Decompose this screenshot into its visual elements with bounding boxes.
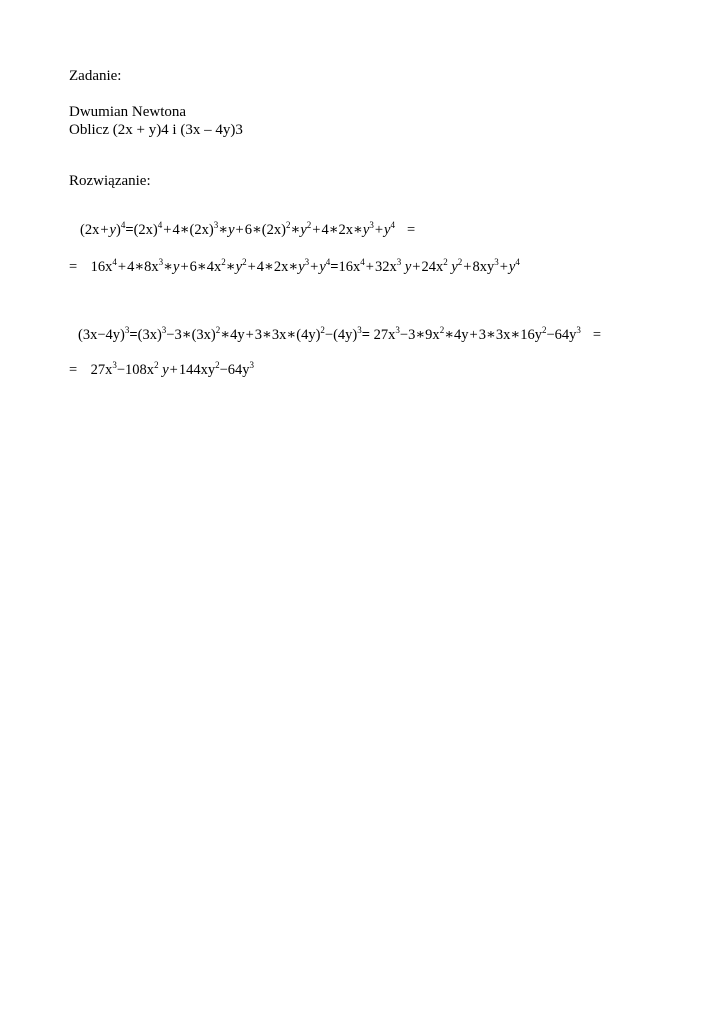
equation-1-line-1: $(2x+y)^4=(2x)^4+4∗(2x)^3∗y+6∗(2x)^2∗y^2+4∗2x∗y^3+y^4$ = <box>80 220 416 238</box>
equation-2-line-1: $(3x-4y)^3=(3x)^3-3∗(3x)^2∗4y+3∗3x∗(4y)^2-(4y)^3=$ $27x^3-3∗9x^2∗4y+3∗3x∗16y^2-64y^3$ = <box>78 325 602 343</box>
equation-2-line-2: = $27x^3-108x^2$ $y+144xy^2-64y^3$ <box>69 360 254 378</box>
task-title: Dwumian Newtona <box>69 104 187 120</box>
task-prompt: Oblicz (2x + y)4 i (3x – 4y)3 <box>69 122 243 138</box>
solution-label: Rozwiązanie: <box>69 173 151 189</box>
equation-1-line-2: = $16x^4+4∗8x^3∗y+6∗4x^2∗y^2+4∗2x∗y^3+y^4=16x^4+32x^3$ $y+24x^2$ $y^2+8xy^3+y^4$ <box>69 257 520 275</box>
task-header-label: Zadanie: <box>69 68 122 84</box>
